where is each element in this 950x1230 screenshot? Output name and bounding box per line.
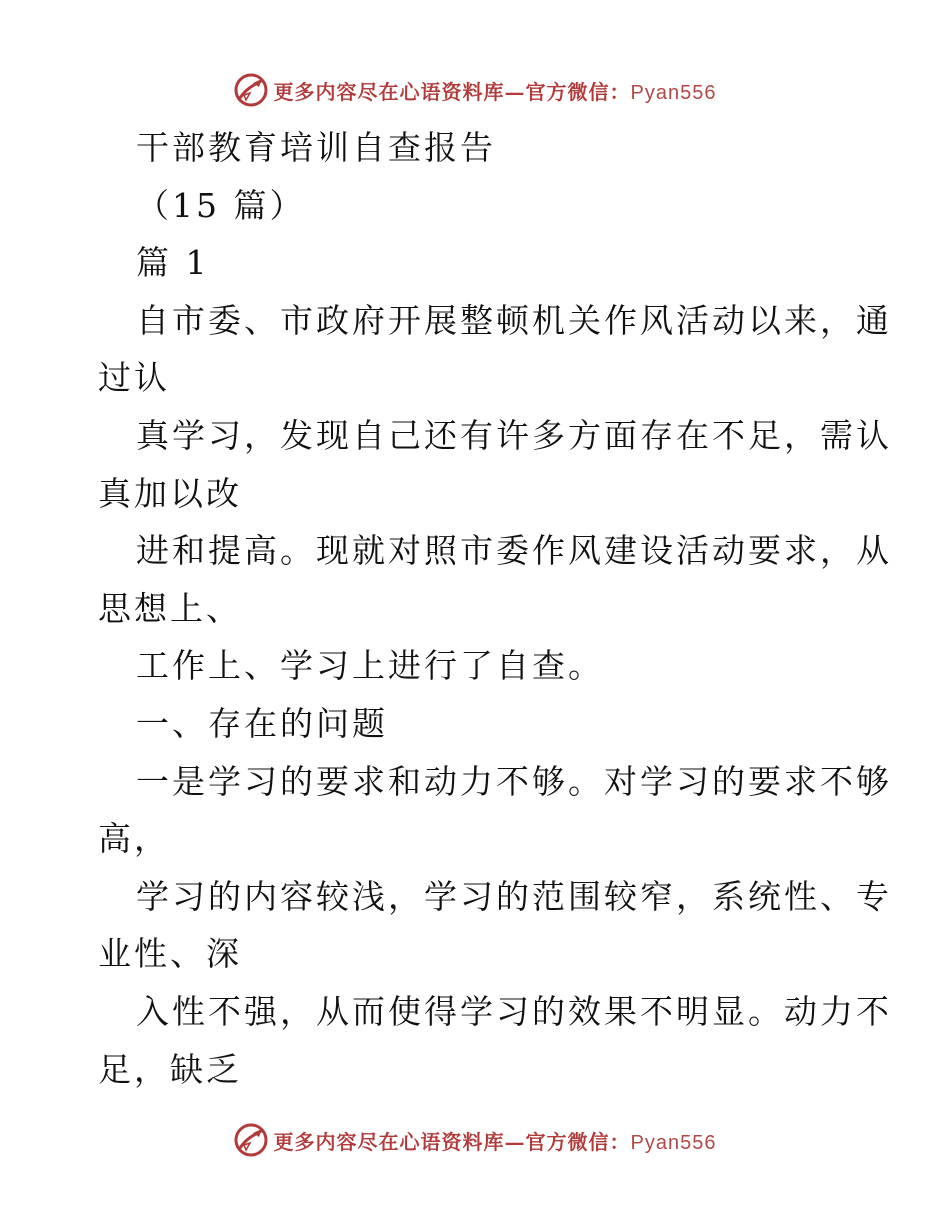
text-line: 一、存在的问题 [136,703,388,743]
pen-logo-icon [234,1123,268,1157]
text-line: 高， [98,819,170,859]
footer-banner-label: 更多内容尽在心语资料库—官方微信： [273,1129,631,1154]
text-line: （15 篇） [136,185,306,225]
text-line: 干部教育培训自查报告 [136,128,496,167]
header-banner [0,72,950,108]
text-line: 思想上、 [98,588,242,628]
text-line: 自市委、市政府开展整顿机关作风活动以来，通 [136,300,892,340]
footer-banner-text [274,1126,717,1155]
text-line: 进和提高。现就对照市委作风建设活动要求，从 [136,531,892,571]
text-line: 真加以改 [98,473,242,513]
text-line: 工作上、学习上进行了自查。 [136,646,604,686]
text-line: 篇 1 [136,243,210,283]
header-banner-text [274,76,717,105]
header-banner-label: 更多内容尽在心语资料库—官方微信： [273,79,631,104]
text-line: 过认 [98,358,170,398]
text-line: 学习的内容较浅，学习的范围较窄，系统性、专 [136,876,892,916]
text-line: 业性、深 [98,934,242,974]
text-line: 真学习，发现自己还有许多方面存在不足，需认 [136,415,892,455]
pen-logo-icon [234,73,268,107]
footer-banner [0,1122,950,1158]
text-line: 入性不强，从而使得学习的效果不明显。动力不 [136,991,892,1031]
text-line: 一是学习的要求和动力不够。对学习的要求不够 [136,761,892,801]
text-line: 足，缺乏 [98,1049,242,1089]
document-body [98,119,892,1098]
header-wechat-id: Pyan556 [630,81,717,104]
footer-wechat-id: Pyan556 [630,1131,717,1154]
